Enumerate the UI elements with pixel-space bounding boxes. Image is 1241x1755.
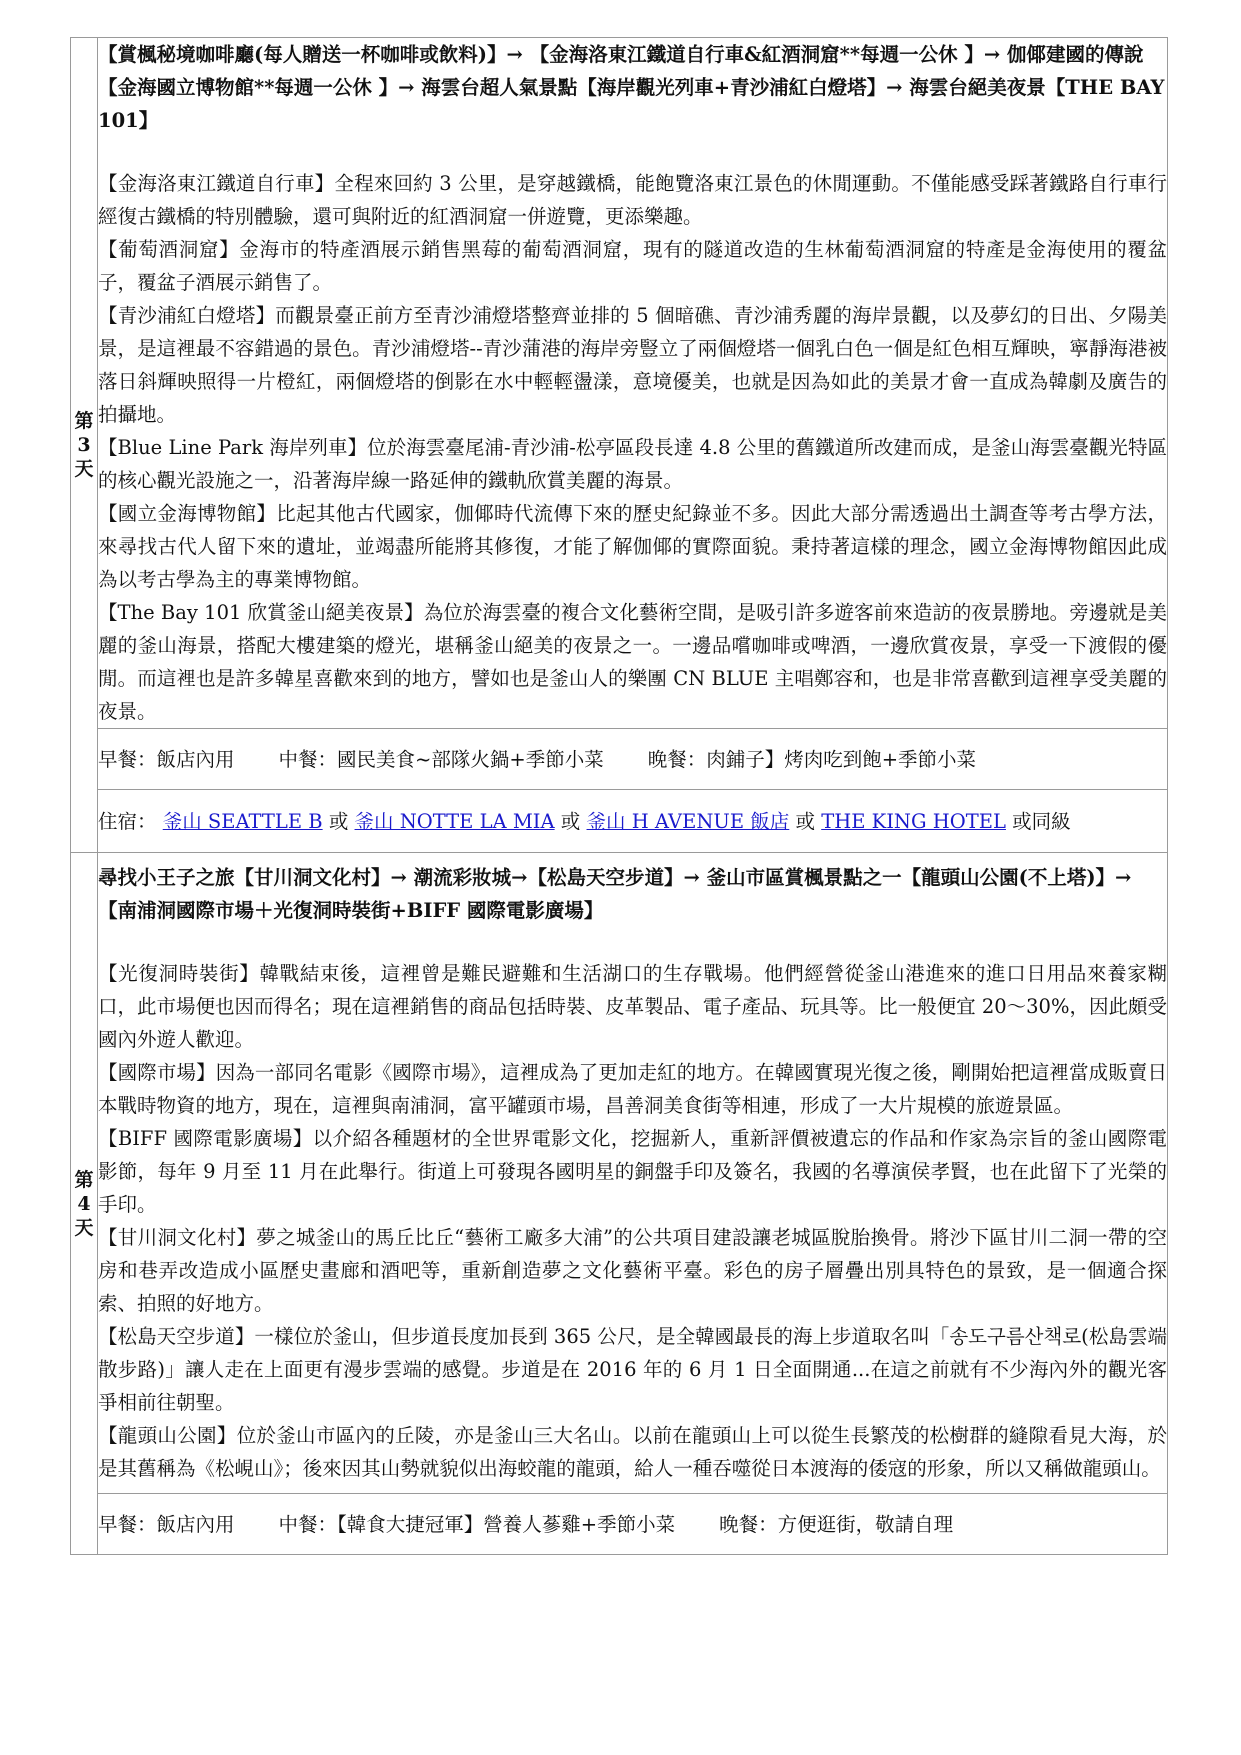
day4-paragraph: 【甘川洞文化村】夢之城釜山的馬丘比丘“藝術工廠多大浦”的公共項目建設讓老城區脫胎換骨。將沙下區甘川二洞一帶的空房和巷弄改造成小區歷史畫廊和酒吧等，重新創造夢之文化藝術平臺。彩色的房子層疊出別具特色的景致，是一個適合探索、拍照的好地方。 — [98, 1226, 1167, 1315]
day3-content-row — [71, 38, 1168, 729]
day4-label — [71, 853, 98, 1555]
day4-label-num: 4 — [77, 1192, 91, 1215]
day4-paragraph: 【BIFF 國際電影廣場】以介紹各種題材的全世界電影文化，挖掘新人，重新評價被遺忘的作品和作家為宗旨的釜山國際電影節，每年 9 月至 11 月在此舉行。街道上可發現各國明星的銅盤手印及簽名，我國的名導演侯孝賢，也在此留下了光榮的手印。 — [98, 1127, 1167, 1216]
hotel-link-seattle-b[interactable]: 釜山 SEATTLE B — [162, 809, 323, 833]
day3-paragraph: 【金海洛東江鐵道自行車】全程來回約 3 公里，是穿越鐵橋，能飽覽洛東江景色的休閒運動。不僅能感受踩著鐵路自行車行經復古鐵橋的特別體驗，還可與附近的紅酒洞窟一併遊覽，更添樂趣。 — [98, 172, 1167, 228]
day3-route-title: 【賞楓秘境咖啡廳(每人贈送一杯咖啡或飲料)】→ 【金海洛東江鐵道自行車&紅酒洞窟**每週一公休 】→ 伽倻建國的傳說【金海國立博物館**每週一公休 】→ 海雲台超人氣景點【海岸觀光列車+青沙浦紅白燈塔】→ 海雲台絕美夜景【THE BAY 101】 — [98, 43, 1165, 132]
hotel-prefix: 住宿： — [98, 809, 157, 833]
day4-description — [98, 853, 1168, 1494]
hotel-link-the-king-hotel[interactable]: THE KING HOTEL — [821, 809, 1006, 833]
hotel-link-notte-la-mia[interactable]: 釜山 NOTTE LA MIA — [354, 809, 555, 833]
day4-content-row — [71, 853, 1168, 1494]
day3-label-num: 3 — [77, 434, 91, 456]
day4-lunch: 中餐：【韓食大捷冠軍】營養人蔘雞+季節小菜 — [278, 1512, 676, 1536]
day3-paragraph: 【The Bay 101 欣賞釜山絕美夜景】為位於海雲臺的複合文化藝術空間，是吸引許多遊客前來造訪的夜景勝地。旁邊就是美麗的釜山海景，搭配大樓建築的燈光，堪稱釜山絕美的夜景之一。一邊品嚐咖啡或啤酒，一邊欣賞夜景，享受一下渡假的優閒。而這裡也是許多韓星喜歡來到的地方，譬如也是釜山人的樂團 CN BLUE 主唱鄭容和，也是非常喜歡到這裡享受美麗的夜景。 — [98, 601, 1167, 723]
hotel-or: 或 — [795, 809, 815, 833]
day4-meals-row — [71, 1494, 1168, 1555]
day4-paragraph: 【國際市場】因為一部同名電影《國際市場》，這裡成為了更加走紅的地方。在韓國實現光復之後，剛開始把這裡當成販賣日本戰時物資的地方，現在，這裡與南浦洞，富平罐頭市場，昌善洞美食街等相連，形成了一大片規模的旅遊景區。 — [98, 1061, 1167, 1117]
day3-dinner: 晚餐：肉鋪子】烤肉吃到飽+季節小菜 — [647, 747, 977, 771]
day3-paragraph: 【國立金海博物館】比起其他古代國家，伽倻時代流傳下來的歷史紀錄並不多。因此大部分需透過出土調查等考古學方法，來尋找古代人留下來的遺址，並竭盡所能將其修復，才能了解伽倻的實際面貌。秉持著這樣的理念，國立金海博物館因此成為以考古學為主的專業博物館。 — [98, 502, 1167, 591]
day3-lunch: 中餐：國民美食~部隊火鍋+季節小菜 — [278, 747, 604, 771]
day3-paragraph: 【Blue Line Park 海岸列車】位於海雲臺尾浦-青沙浦-松亭區段長達 4.8 公里的舊鐵道所改建而成，是釜山海雲臺觀光特區的核心觀光設施之一，沿著海岸線一路延伸的鐵軌欣賞美麗的海景。 — [98, 436, 1167, 492]
hotel-suffix: 或同級 — [1012, 809, 1071, 833]
hotel-or: 或 — [560, 809, 581, 833]
day3-paragraph: 【青沙浦紅白燈塔】而觀景臺正前方至青沙浦燈塔整齊並排的 5 個暗礁、青沙浦秀麗的海岸景觀，以及夢幻的日出、夕陽美景，是這裡最不容錯過的景色。青沙浦燈塔--青沙蒲港的海岸旁豎立了兩個燈塔一個乳白色一個是紅色相互輝映，寧靜海港被落日斜輝映照得一片橙紅，兩個燈塔的倒影在水中輕輕盪漾，意境優美，也就是因為如此的美景才會一直成為韓劇及廣告的拍攝地。 — [98, 304, 1167, 426]
day4-label-char: 天 — [74, 1216, 94, 1239]
day3-label-char: 第 — [74, 410, 94, 432]
day4-route-title: 尋找小王子之旅【甘川洞文化村】→ 潮流彩妝城→【松島天空步道】→ 釜山市區賞楓景點之一【龍頭山公園(不上塔)】→【南浦洞國際市場＋光復洞時裝街+BIFF 國際電影廣場】 — [98, 866, 1132, 922]
day3-paragraph: 【葡萄酒洞窟】金海市的特產酒展示銷售黑莓的葡萄酒洞窟，現有的隧道改造的生林葡萄酒洞窟的特產是金海使用的覆盆子，覆盆子酒展示銷售了。 — [98, 238, 1167, 294]
day4-meals — [98, 1494, 1168, 1555]
day3-hotel — [98, 790, 1168, 853]
day3-meals — [98, 729, 1168, 790]
day3-description — [98, 38, 1168, 729]
day4-paragraph: 【龍頭山公園】位於釜山市區內的丘陵，亦是釜山三大名山。以前在龍頭山上可以從生長繁茂的松樹群的縫隙看見大海，於是其舊稱為《松峴山》；後來因其山勢就貌似出海蛟龍的龍頭，給人一種吞噬從日本渡海的倭寇的形象，所以又稱做龍頭山。 — [98, 1424, 1167, 1480]
day3-label — [71, 38, 98, 853]
day3-meals-row — [71, 729, 1168, 790]
day3-hotel-row — [71, 790, 1168, 853]
day4-label-char: 第 — [74, 1168, 94, 1191]
itinerary-table — [70, 37, 1168, 1555]
spacer — [98, 927, 1167, 957]
day3-breakfast: 早餐：飯店內用 — [98, 747, 235, 771]
day4-dinner: 晚餐：方便逛街，敬請自理 — [719, 1512, 954, 1536]
spacer — [98, 137, 1167, 167]
day4-paragraph: 【松島天空步道】一樣位於釜山，但步道長度加長到 365 公尺，是全韓國最長的海上步道取名叫「송도구름산책로(松島雲端散步路)」讓人走在上面更有漫步雲端的感覺。步道是在 2016 年的 6 月 1 日全面開通...在這之前就有不少海內外的觀光客爭相前往朝聖。 — [98, 1325, 1167, 1414]
day4-paragraph: 【光復洞時裝街】韓戰結束後，這裡曾是難民避難和生活湖口的生存戰場。他們經營從釜山港進來的進口日用品來養家糊口，此市場便也因而得名；現在這裡銷售的商品包括時裝、皮革製品、電子產品、玩具等。比一般便宜 20～30%，因此頗受國內外遊人歡迎。 — [98, 962, 1167, 1051]
hotel-or: 或 — [328, 809, 349, 833]
hotel-link-h-avenue[interactable]: 釜山 H AVENUE 飯店 — [586, 809, 790, 833]
day4-breakfast: 早餐：飯店內用 — [98, 1512, 235, 1536]
day3-label-char: 天 — [74, 458, 94, 480]
